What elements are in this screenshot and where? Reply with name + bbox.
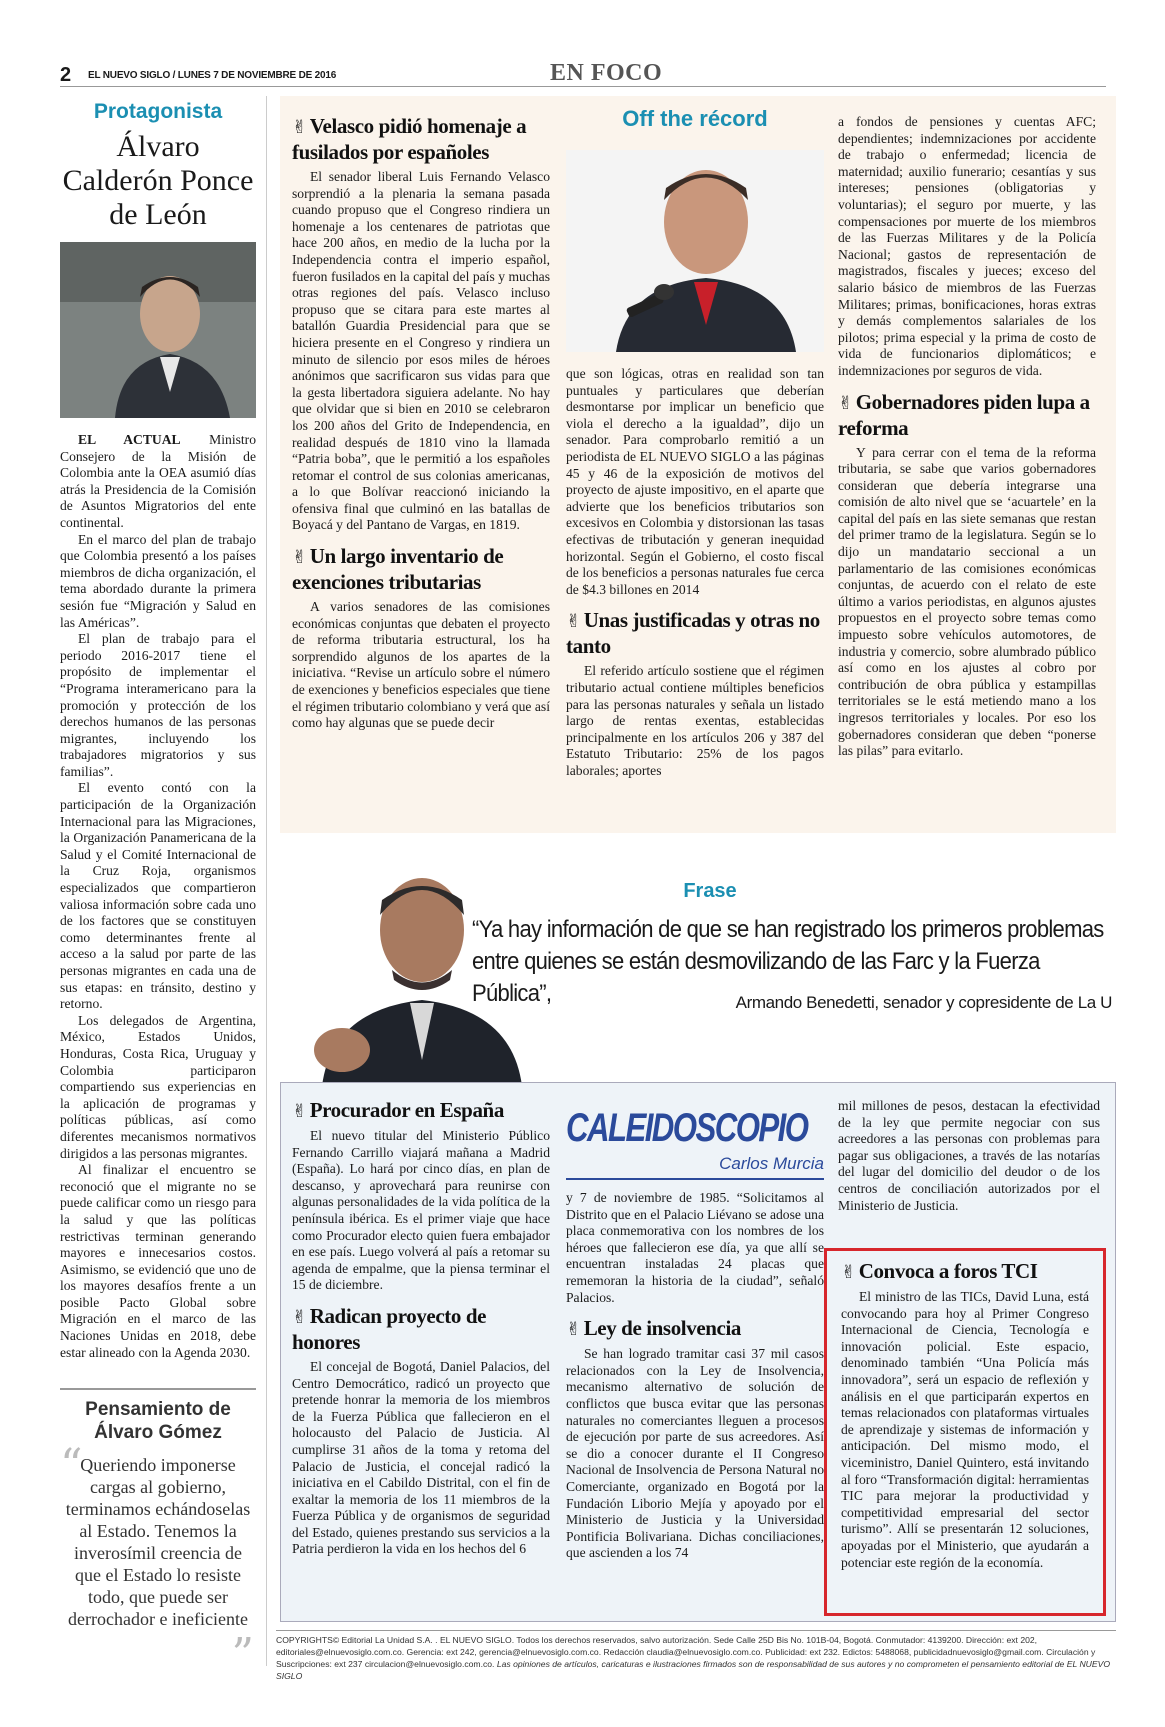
left-column-divider bbox=[266, 96, 267, 1666]
victory-hand-icon: ✌ bbox=[292, 1101, 307, 1122]
page-number: 2 bbox=[60, 64, 72, 86]
man-portrait-icon bbox=[60, 242, 256, 418]
pensamiento-rule bbox=[60, 1388, 256, 1390]
pensamiento-title: Pensamiento de Álvaro Gómez bbox=[85, 1399, 231, 1443]
section-title: EN FOCO bbox=[550, 60, 663, 86]
frase-author: Armando Benedetti, senador y copresidente de La U bbox=[735, 993, 1112, 1012]
open-quote-icon: “ bbox=[60, 1440, 83, 1491]
victory-hand-icon: ✌ bbox=[292, 117, 307, 138]
victory-hand-icon: ✌ bbox=[838, 392, 853, 414]
cal-headline-2: ✌ Radican proyecto de honores bbox=[292, 1303, 487, 1354]
header-rule bbox=[60, 86, 1106, 87]
cal-col1 bbox=[292, 1098, 550, 1558]
highlight-box-tci bbox=[824, 1248, 1106, 1616]
frase-kicker: Frase bbox=[683, 880, 737, 902]
otr-text-4: El referido artículo sostiene que el régimen tributario actual contiene múltiples beneficios para las personas naturales y señala un listado largo de rentas exentas, establecidas principalmente en los artículos 206 y 387 del Estatuto Tributario: 25% de los pagos laborales; aportes bbox=[566, 663, 824, 778]
otr-col1 bbox=[292, 114, 550, 732]
otr-headline-1: ✌ Velasco pidió homenaje a fusilados por españoles bbox=[292, 114, 527, 164]
victory-hand-icon: ✌ bbox=[292, 547, 307, 569]
protagonista-body: EL ACTUAL Ministro Consejero de la Misión de Colombia ante la OEA asumió días atrás la Presidencia de la Comisión de Asuntos Migratorios del ente continental. En el marco del plan de trabajo que Colombia presentó a los países miembros de dicha organización, el tema abordado durante la primera sesión fue “Migración y Salud en las Américas”. El plan de trabajo para el periodo 2016-2017 tiene el propósito de implementar el “Programa interamericano para la promoción y protección de los derechos humanos de las personas migrantes, incluyendo los trabajadores migratorios y sus familias”. El evento contó con la participación de la Organización Internacional para las Migraciones, la Organización Panamericana de la Salud y el Comité Internacional de la Cruz Roja, organismos especializados que compartieron valiosa información sobre cada uno de los factores que se constituyen como determinantes frente al acceso a la salud por parte de las personas migrantes en cada una de sus etapas: en tránsito, destino y retorno. Los delegados de Argentina, México, Estados Unidos, Honduras, Costa Rica, Uruguay y Colombia participaron compartiendo sus experiencias en la aplicación de programas y políticas públicas, así como diferentes mecanismos normativos dirigidos a las personas migrantes. Al finalizar el encuentro se reconoció que el migrante no se puede calificar como un riesgo para la salud y que las políticas restrictivas terminan generando mayores e innecesarios costos. Asimismo, se evidenció que uno de los mayores desafíos frente a un posible Pacto Global sobre Migración en el marco de las Naciones Unidas en 2018, debe estar alineado con la Agenda 2030. bbox=[60, 432, 256, 1360]
otr-col2 bbox=[566, 106, 824, 779]
cal-text-5: mil millones de pesos, destacan la efectividad de la ley que permite negociar con sus acreedores a las personas con problemas para pagar sus obligaciones, a través de las notarías del lugar del domicilio del deudor o de los centros de conciliación autorizados por el Ministerio de Justicia. bbox=[838, 1098, 1100, 1213]
footer-rule bbox=[276, 1630, 1116, 1631]
otr-headline-4: ✌ Gobernadores piden lupa a reforma bbox=[838, 389, 1090, 440]
paper-date: EL NUEVO SIGLO / LUNES 7 DE NOVIEMBRE DE 2016 bbox=[88, 70, 337, 81]
page-header bbox=[60, 62, 1106, 88]
otr-photo bbox=[566, 150, 824, 352]
victory-hand-icon: ✌ bbox=[841, 1262, 856, 1283]
otr-text-6: Y para cerrar con el tema de la reforma tributaria, se sabe que varios gobernadores consideran que debería integrarse una comisión de alto nivel que se ‘acuartele’ en la capital del país en las siete semanas que restan del primer tramo de la legislatura. Según se lo dijo un mandatario seccional a un parlamentario de las comisiones económicas conjuntas, de acuerdo con el relato de este último a varios periodistas, en algunos ajustes propuestos en el proyecto sobre temas como impuesto sobre vehículos automotores, de industria y comercio, sobre alumbrado público así como en los ajustes al cobro por contribución de obra pública y estampillas territoriales se le está metiendo mano a los ingresos territoriales y locales. Por eso los gobernadores consideran que deben “ponerse las pilas” para evitarlo. bbox=[838, 444, 1096, 759]
cal-headline-1: ✌ Procurador en España bbox=[292, 1098, 504, 1122]
protagonista-kicker: Protagonista bbox=[93, 100, 223, 123]
cal-text-3: y 7 de noviembre de 1985. “Solicitamos al Distrito que en el Palacio Liévano se adose una placa conmemorativa con los nombres de los héroes que fallecieron ese día, ya que allí se encuentran instaladas 24 placas que rememoran la historia de la ciudad”, señaló Palacios. bbox=[566, 1190, 824, 1305]
footer-copyright: COPYRIGHTS© Editorial La Unidad S.A. . EL NUEVO SIGLO. Todos los derechos reservados, salvo autorización. Sede Calle 25D Bis No. 101B-04, Bogotá. Conmutador: 4139200. Dirección: ext 202, editoriales@elnuevosiglo.com.co. Gerencia: ext 242, gerencia@elnuevosiglo.com.co. Redacción claudia@elnuevosiglo.com.co. Publicidad: ext 232. Edictos: 5488068, publicidadnuevosiglo@gmail.com. Circulación y Suscripciones: ext 237 circulacion@elnuevosiglo.com.co. Las opiniones de artículos, caricaturas e ilustraciones firmados son de responsabilidad de sus autores y no comprometen el pensamiento editorial de EL NUEVO SIGLO bbox=[276, 1635, 1111, 1681]
protagonista-lead: EL ACTUAL bbox=[78, 432, 181, 447]
victory-hand-icon: ✌ bbox=[566, 1319, 581, 1341]
otr-title: Off the récord bbox=[622, 106, 768, 131]
caleidoscopio-logo: CALEIDOSCOPIO bbox=[566, 1106, 808, 1150]
cal-headline-3: ✌ Ley de insolvencia bbox=[566, 1316, 741, 1341]
pensamiento-box bbox=[60, 1388, 256, 1688]
otr-col3 bbox=[838, 114, 1096, 760]
victory-hand-icon: ✌ bbox=[566, 611, 581, 633]
cal-text-6: El ministro de las TICs, David Luna, está convocando para hoy al Primer Congreso Internacional de Ciencia, Tecnología e innovación policial. Este espacio, denominado también “Una Policía más innovadora”, será un espacio de reflexión y análisis en el que participarán expertos en temas relacionados con plataformas virtuales de aprendizaje y sistemas de información y anticipación. Del mismo modo, el viceministro, Daniel Quintero, está invitando al foro “Transformación digital: herramientas TIC para mejorar la productividad y competitividad empresarial del sector turismo”. Allí se presentarán 12 soluciones, apoyadas por el Ministerio, que ayudarán a potenciar este región de la economía. bbox=[841, 1289, 1089, 1570]
protagonista-name: Álvaro Calderón Ponce de León bbox=[62, 130, 254, 231]
cal-col3 bbox=[838, 1098, 1100, 1214]
cal-text-4: Se han logrado tramitar casi 37 mil casos relacionados con la Ley de Insolvencia, mecanismo alternativo de solución de conflictos que busca evitar que las personas naturales no comerciantes lleguen a procesos de ejecución por parte de sus acreedores. Así se dio a conocer durante el II Congreso Nacional de Insolvencia de Persona Natural no Comerciante, organizado en Bogotá por la Fundación Liborio Mejía y apoyado por el Ministerio de Justicia y la Universidad Pontificia Bolivariana. Dichas conciliaciones, que ascienden a los 74 bbox=[566, 1346, 824, 1561]
otr-headline-2: ✌ Un largo inventario de exenciones tributarias bbox=[292, 544, 504, 595]
caleidoscopio-rule bbox=[566, 1178, 824, 1180]
victory-hand-icon: ✌ bbox=[292, 1306, 307, 1328]
close-quote-icon: ” bbox=[231, 1629, 254, 1680]
otr-text-2: A varios senadores de las comisiones económicas conjuntas que debaten el proyecto de reforma tributaria estructural, los ha sorprendido algunos de los apartes de la iniciativa. “Revise un artículo sobre el número de exenciones y beneficios especiales que tiene el régimen tributario colombiano y verá que así como hay algunas que se puede decir bbox=[292, 599, 550, 731]
pensamiento-quote: Queriendo imponerse cargas al gobierno, terminamos echándoselas al Estado. Tenemos la inverosímil creencia de que el Estado lo resiste todo, que puede ser derrochador e ineficiente bbox=[65, 1455, 251, 1629]
cal-text-1: El nuevo titular del Ministerio Público Fernando Carrillo viajará mañana a Madrid (España). Lo hará por cinco días, en plan de descanso, y aprovechará para reunirse con algunas personalidades de la vida política de la península ibérica. Es el primer viaje que hace como Procurador electo quien fuera embajador en ese país. Luego volverá al país a retomar su agenda de empalme, que la piensa terminar el 15 de diciembre. bbox=[292, 1128, 550, 1293]
cal-headline-4: ✌ Convoca a foros TCI bbox=[841, 1259, 1038, 1283]
cal-col2 bbox=[566, 1106, 824, 1562]
protagonista-column bbox=[60, 100, 256, 1361]
caleidoscopio-author: Carlos Murcia bbox=[719, 1154, 824, 1173]
man-speaking-microphone-icon bbox=[566, 150, 824, 352]
otr-text-3: que son lógicas, otras en realidad son tan puntuales y particulares que deberían desmontarse por implicar un beneficio que viola el derecho a la igualdad”, dijo un senador. Para comprobarlo remitió a un periodista de EL NUEVO SIGLO a las páginas 45 y 46 de la exposición de motivos del proyecto de ajuste impositivo, en el aparte que advierte que los beneficios tributarios son excesivos en Colombia y distorsionan las tasas efectivas de tributación y generan inequidad horizontal. Según el Gobierno, el costo fiscal de los beneficios a personas naturales fue cerca de $4.3 billones en 2014 bbox=[566, 366, 824, 597]
cal-text-2: El concejal de Bogotá, Daniel Palacios, del Centro Democrático, radicó un proyecto que pretende honrar la memoria de los miembros de la Fuerza Pública que fallecieron en el holocausto del Palacio de Justicia. Al cumplirse 31 años de la toma y retoma del Palacio de Justicia, el concejal radicó la iniciativa en el Cabildo Distrital, con el fin de exaltar la memoria de los 11 miembros de la Fuerza Pública y de organismos de seguridad del Estado, quienes prestando sus servicios a la Patria perdieron la vida en los hechos del 6 bbox=[292, 1358, 550, 1557]
otr-headline-3: ✌ Unas justificadas y otras no tanto bbox=[566, 608, 820, 659]
otr-text-1: El senador liberal Luis Fernando Velasco sorprendió a la plenaria la semana pasada cuando propuso que el Congreso rindiera un homenaje a los centenares de patriotas que hace 200 años, en medio de la lucha por la Independencia contra el imperio español, fueron fusilados en la capital del país y muchas otras regiones del país. Velasco incluso propuso que se citara para este martes al batallón Guardia Presidencial para que se hiciera presente en el Congreso y rindiera un minuto de silencio por esos miles de héroes anónimos que sacrificaron sus vidas para que la gesta libertadora siguiera adelante. No hay que olvidar que si bien en 2010 se celebraron los 200 años del Grito de Independencia, en realidad después de 1810 vino la llamada “Patria boba”, que le permitió a los españoles retomar el control de sus colonias americanas, a lo que Bolívar reaccionó iniciando la ofensiva final que culminó en las batallas de Boyacá y del Pantano de Vargas, en 1819. bbox=[292, 169, 550, 533]
otr-text-5: a fondos de pensiones y cuentas AFC; dependientes; indemnizaciones por accidente de trabajo o enfermedad; licencia de maternidad; auxilio funerario; cesantías y sus intereses; pensiones (obligatorias y voluntarias); el seguro por muerte, y las compensaciones por muerte de los miembros de las Fuerzas Militares y de la Policía Nacional; gastos de representación de magistrados, fiscales y jueces; exceso del salario básico de miembros de las Fuerzas Militares; primas, bonificaciones, horas extras y demás complementos salariales de los pilotos; prima especial y la prima de costo de vida de funcionarios diplomáticos; e indemnizaciones por seguros de vida. bbox=[838, 114, 1096, 378]
frase-quote: “Ya hay información de que se han registrado los primeros problemas entre quienes se están desmovilizando de las Farc y la Fuerza Pública”, bbox=[472, 916, 1104, 1007]
protagonista-photo bbox=[60, 242, 256, 418]
